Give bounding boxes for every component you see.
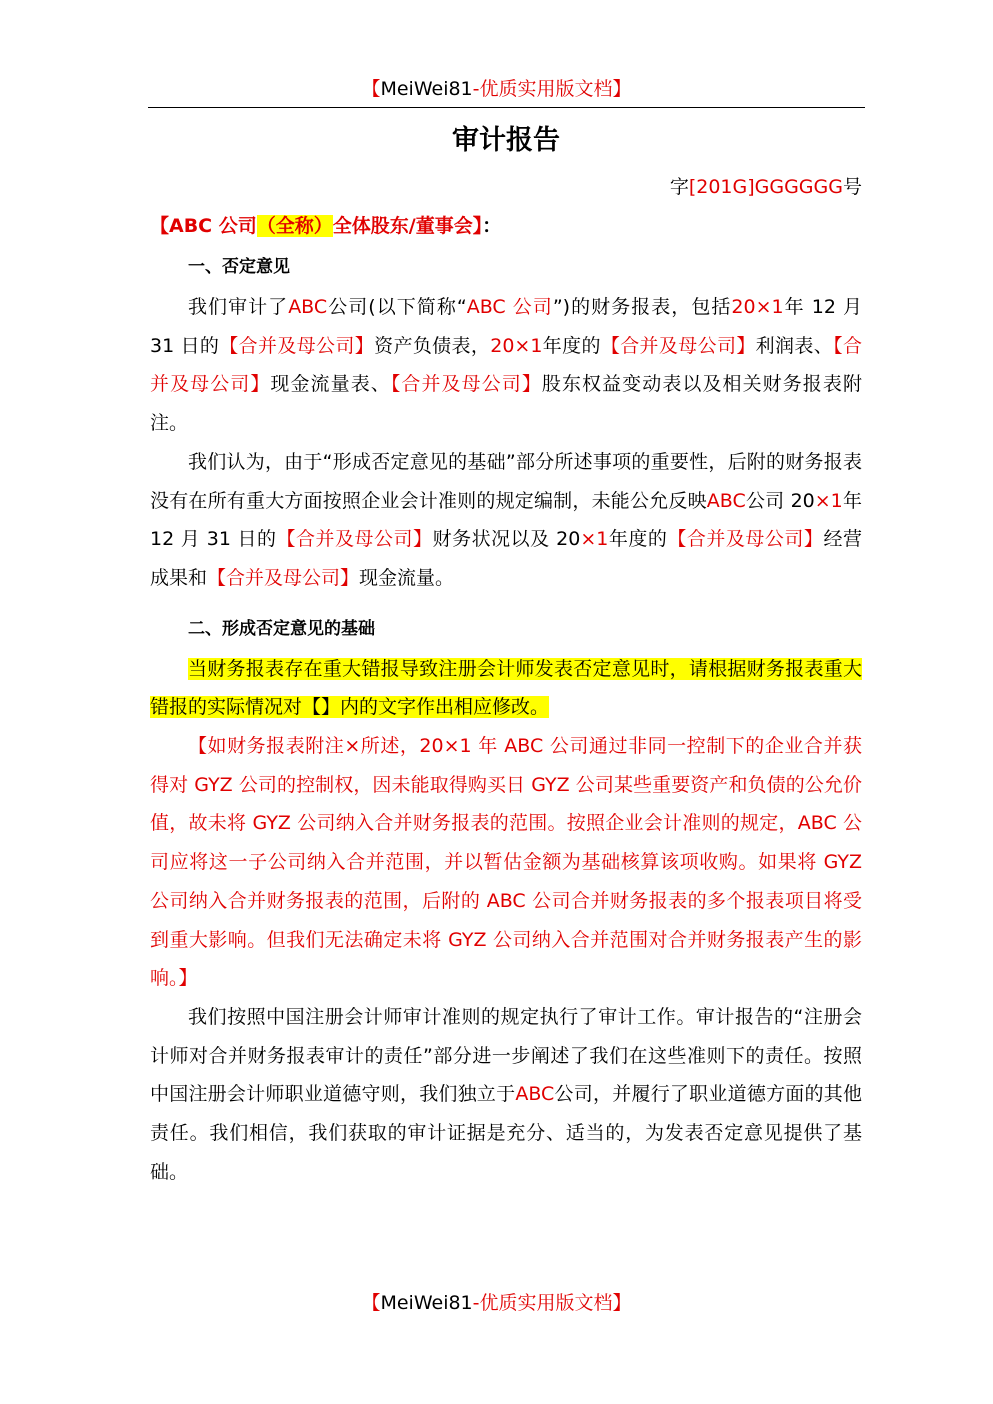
page-header bbox=[0, 74, 993, 101]
text-run: 我们认为，由于“形成否定意见的基础”部分所述事项的重要性，后附的财务报表没有在所有重大方面按照企业会计准则的规定编制，未能公允反映 bbox=[150, 450, 862, 512]
text-run: 【合并及母公司】 bbox=[207, 566, 360, 589]
text-run: ”)的财务报表，包括 bbox=[552, 296, 732, 318]
text-run: 【合并及母公司】 bbox=[600, 334, 756, 357]
text-run: ABC bbox=[288, 296, 328, 318]
text-run: ×1 bbox=[580, 528, 609, 551]
paragraph-instruction-note bbox=[150, 650, 862, 727]
text-run: 现金流量表、 bbox=[270, 373, 391, 396]
addressee-colon: ： bbox=[482, 215, 502, 237]
paragraph-audit-scope bbox=[150, 288, 862, 443]
addressee-fullname: （全称） bbox=[256, 215, 333, 237]
text-run: 公司 20 bbox=[745, 489, 815, 512]
text-run: ABC bbox=[515, 1083, 555, 1106]
page-footer bbox=[0, 1288, 993, 1315]
docno-prefix: 字 bbox=[669, 176, 689, 198]
text-run: 20×1 bbox=[731, 296, 784, 318]
addressee-company: 【ABC 公司 bbox=[150, 215, 257, 237]
addressee bbox=[150, 206, 862, 246]
document-body bbox=[150, 118, 862, 1191]
text-run: 年度的 bbox=[608, 528, 668, 551]
document-number bbox=[150, 168, 862, 206]
text-run: 股东权益变动表以及相关财务报表附注。 bbox=[150, 373, 862, 435]
text-run: ×1 bbox=[814, 489, 843, 512]
paragraph-example-basis: 【如财务报表附注×所述，20×1 年 ABC 公司通过非同一控制下的企业合并获得对 GYZ 公司的控制权，因未能取得购买日 GYZ 公司某些重要资产和负债的公允价值，故未将 GYZ 公司纳入合并财务报表的范围。按照企业会计准则的规定，ABC 公司应将这一子公司纳入合并范围，并以暂估金额为基础核算该项收购。如果将 GYZ 公司纳入合并财务报表的范围，后附的 ABC 公司合并财务报表的多个报表项目将受到重大影响。但我们无法确定未将 GYZ 公司纳入合并范围对合并财务报表产生的影响。】 bbox=[150, 735, 862, 990]
docno-code: [201G]GGGGGG bbox=[688, 176, 843, 198]
highlighted-note: 当财务报表存在重大错报导致注册会计师发表否定意见时，请根据财务报表重大错报的实际情况对【】内的文字作出相应修改。 bbox=[150, 657, 862, 719]
spacer bbox=[150, 598, 862, 608]
text-run: 【合并及母公司】 bbox=[219, 334, 375, 357]
footer-bracket-open: 【 bbox=[361, 1292, 381, 1314]
paragraph-independence bbox=[150, 998, 862, 1192]
header-bracket-open: 【 bbox=[361, 78, 381, 100]
header-divider bbox=[148, 107, 865, 108]
text-run: 年 12 月 31 日的 bbox=[150, 489, 862, 551]
text-run: ABC 公司 bbox=[466, 296, 553, 318]
addressee-rest: 全体股东/董事会】 bbox=[332, 215, 483, 237]
docno-suffix: 号 bbox=[842, 176, 862, 198]
text-run: 【合并及母公司】 bbox=[150, 334, 862, 396]
header-bracket-close: 】 bbox=[612, 78, 632, 100]
text-run: 利润表、 bbox=[755, 334, 834, 357]
paragraph-opinion bbox=[150, 443, 862, 598]
text-run: ABC bbox=[706, 489, 746, 512]
text-run: 公司(以下简称“ bbox=[327, 296, 467, 318]
footer-site: MeiWei81 bbox=[380, 1292, 473, 1314]
text-run: 【合并及母公司】 bbox=[276, 528, 433, 551]
footer-suffix: -优质实用版文档 bbox=[472, 1292, 613, 1314]
text-run: 资产负债表， bbox=[374, 334, 491, 357]
text-run: 公司，并履行了职业道德方面的其他责任。我们相信，我们获取的审计证据是充分、适当的，为发表否定意见提供了基础。 bbox=[150, 1083, 862, 1183]
text-run: 【合并及母公司】 bbox=[667, 528, 824, 551]
text-run: 现金流量。 bbox=[359, 566, 455, 589]
header-site: MeiWei81 bbox=[380, 78, 473, 100]
document-title: 审计报告 bbox=[452, 125, 560, 156]
text-run: 【合并及母公司】 bbox=[390, 373, 542, 396]
section-heading-adverse-opinion: 一、否定意见 bbox=[188, 257, 290, 277]
text-run: 经营成果和 bbox=[150, 528, 862, 589]
footer-bracket-close: 】 bbox=[612, 1292, 632, 1314]
text-run: 20×1 bbox=[490, 334, 543, 357]
text-run: 我们审计了 bbox=[188, 296, 289, 318]
text-run: 年 12 月 31 日的 bbox=[150, 296, 862, 357]
text-run: 财务状况以及 20 bbox=[432, 528, 581, 551]
header-suffix: -优质实用版文档 bbox=[472, 78, 613, 100]
section-heading-basis: 二、形成否定意见的基础 bbox=[188, 618, 375, 639]
text-run: 我们按照中国注册会计师审计准则的规定执行了审计工作。审计报告的“注册会计师对合并财务报表审计的责任”部分进一步阐述了我们在这些准则下的责任。按照中国注册会计师职业道德守则，我们独立于 bbox=[150, 1005, 862, 1106]
text-run: 年度的 bbox=[542, 334, 601, 357]
